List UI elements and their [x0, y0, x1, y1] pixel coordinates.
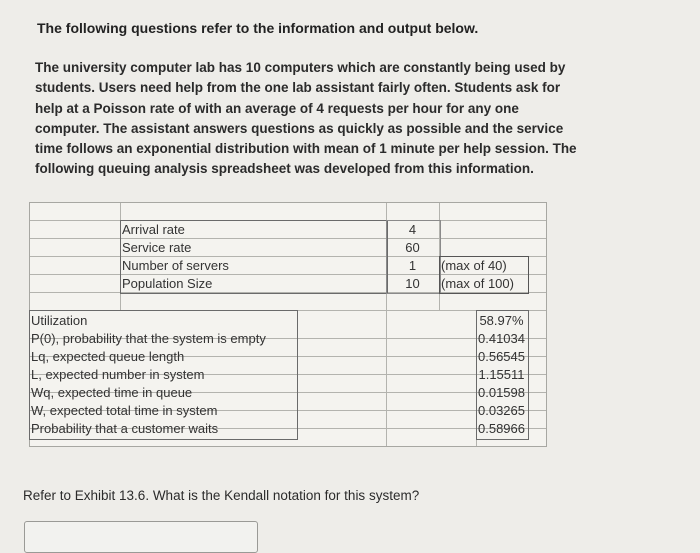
number-of-servers-label: Number of servers [122, 258, 229, 273]
lq-label: Lq, expected queue length [31, 349, 185, 364]
paragraph-line: help at a Poisson rate of with an average of 4 requests per hour for any one [35, 100, 519, 116]
question-text: Refer to Exhibit 13.6. What is the Kendall notation for this system? [23, 488, 420, 503]
paragraph-line: The university computer lab has 10 computers which are constantly being used by [35, 60, 566, 75]
utilization-label: Utilization [31, 313, 88, 328]
paragraph-line: computer. The assistant answers questions as quickly as possible and the service [35, 120, 564, 136]
arrival-rate-label: Arrival rate [122, 222, 185, 237]
number-of-servers-value[interactable]: 1 [408, 258, 417, 273]
l-label: L, expected number in system [31, 367, 205, 382]
paragraph-line: students. Users need help from the one lab assistant fairly often. Students ask for [35, 80, 561, 96]
paragraph-line: following queuing analysis spreadsheet was developed from this information. [35, 161, 534, 177]
wq-label: Wq, expected time in queue [31, 385, 193, 400]
population-size-label: Population Size [122, 276, 213, 291]
w-label: W, expected total time in system [31, 403, 218, 418]
utilization-value: 58.97% [479, 313, 524, 328]
pw-value: 0.58966 [478, 421, 525, 436]
service-rate-value[interactable]: 60 [405, 240, 420, 255]
arrival-rate-value[interactable]: 4 [408, 222, 417, 237]
p0-label: P(0), probability that the system is empty [31, 331, 266, 346]
service-rate-label: Service rate [122, 240, 192, 255]
population-size-value[interactable]: 10 [405, 276, 420, 291]
l-value: 1.15511 [478, 367, 525, 382]
p0-value: 0.41034 [478, 331, 525, 346]
answer-input[interactable] [24, 521, 258, 553]
lq-value: 0.56545 [478, 349, 525, 364]
servers-max-note: (max of 40) [441, 258, 507, 273]
problem-description [35, 58, 595, 180]
pw-label: Probability that a customer waits [31, 421, 219, 436]
population-max-note: (max of 100) [441, 276, 514, 291]
wq-value: 0.01598 [478, 385, 525, 400]
queuing-spreadsheet [29, 202, 547, 447]
paragraph-line: time follows an exponential distribution with mean of 1 minute per help session. The [35, 141, 577, 157]
exhibit-heading: The following questions refer to the information and output below. [37, 20, 479, 36]
w-value: 0.03265 [478, 403, 525, 418]
